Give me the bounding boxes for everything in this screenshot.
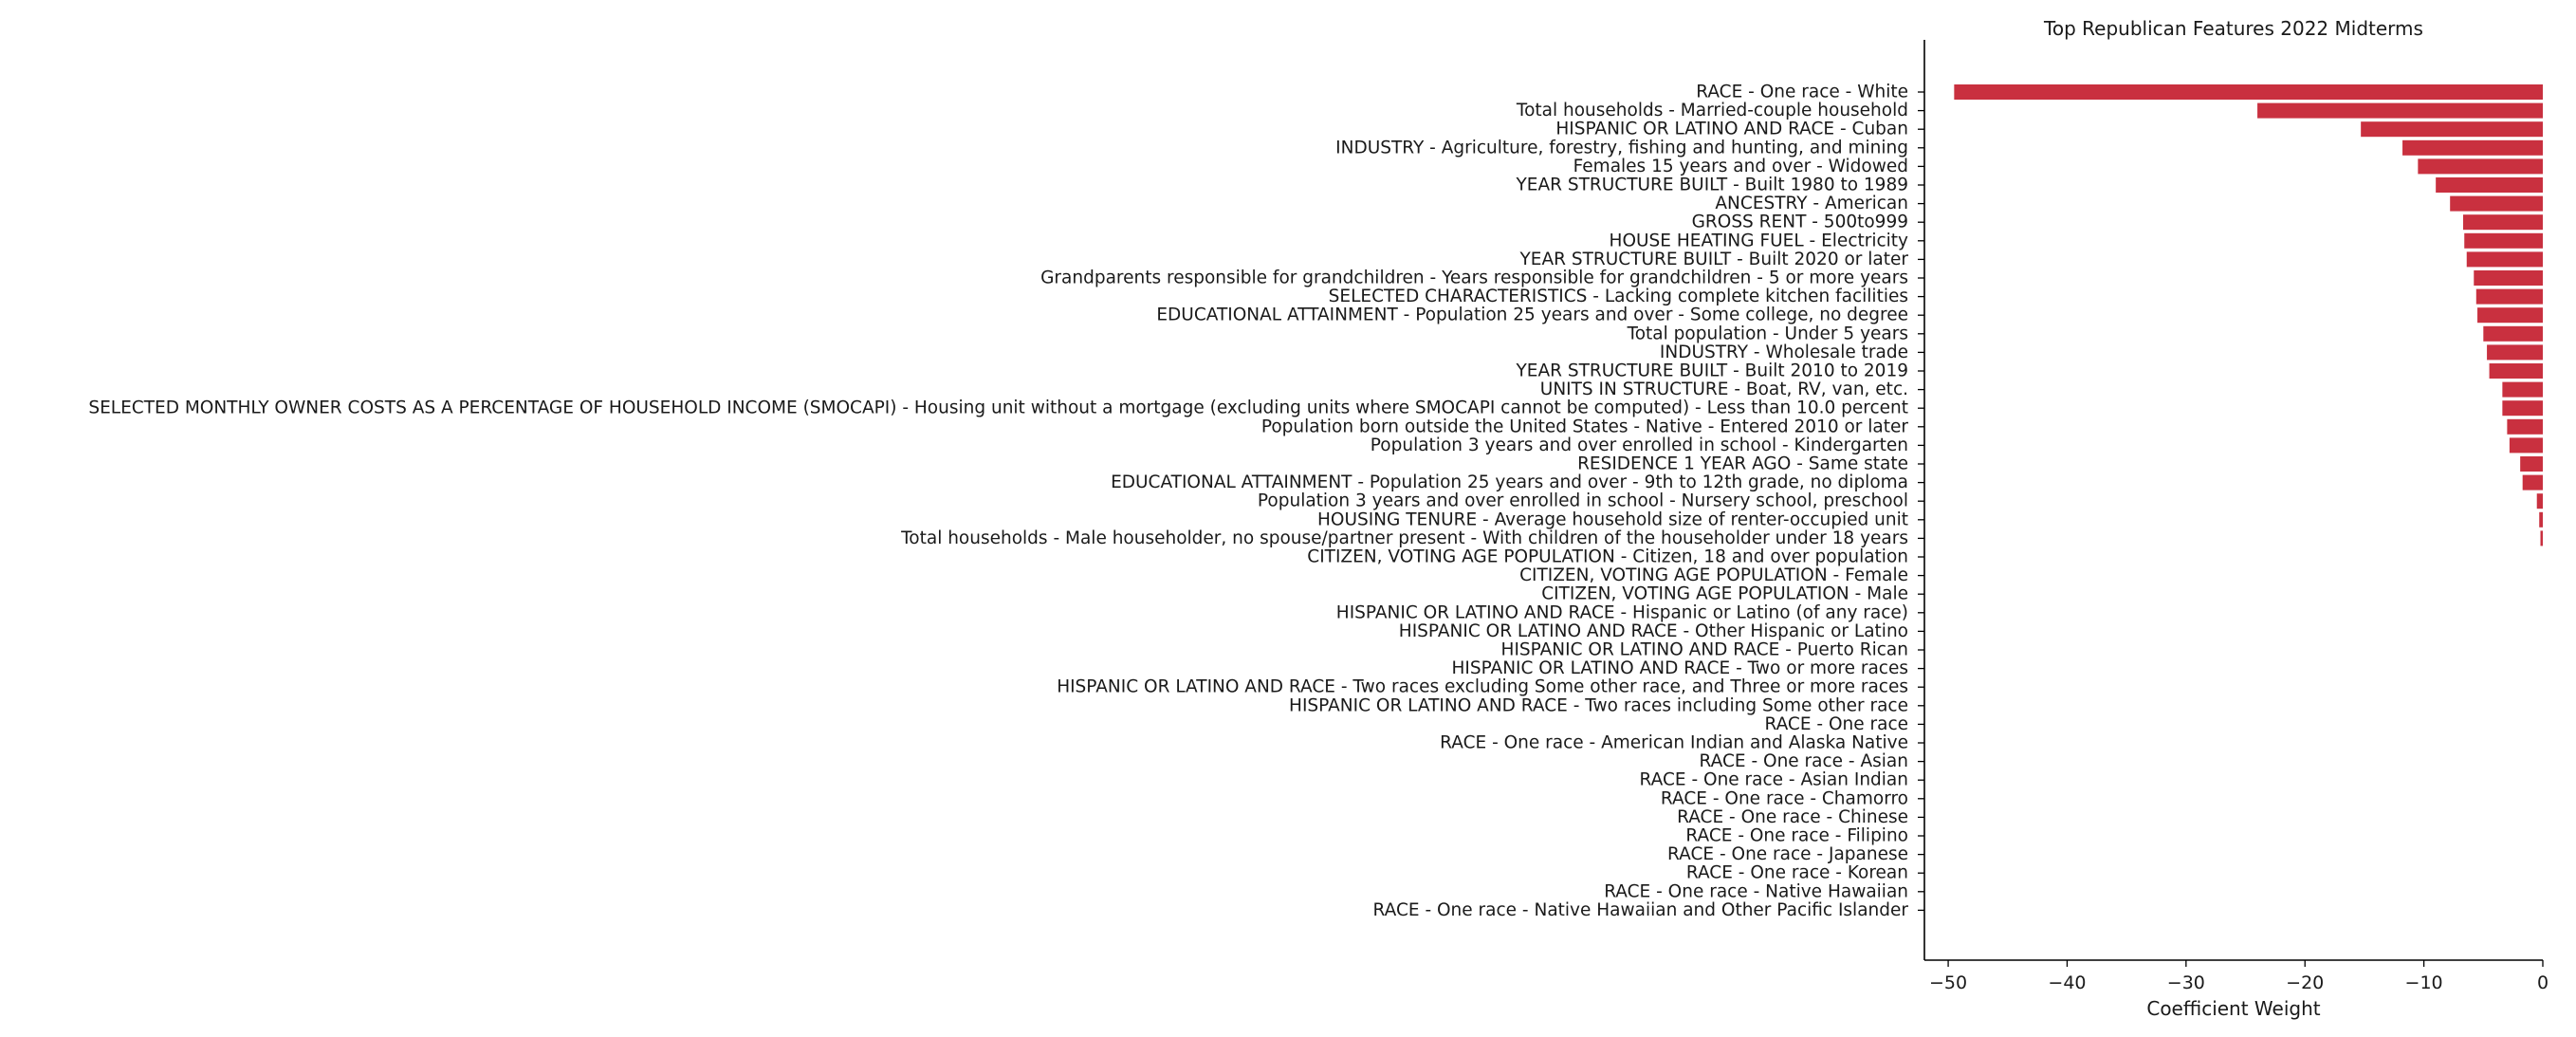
bar-6 xyxy=(2450,196,2543,212)
category-label: Population 3 years and over enrolled in school - Kindergarten xyxy=(1370,435,1908,455)
bar-20 xyxy=(2520,456,2543,472)
bar-12 xyxy=(2477,307,2543,323)
category-label: RACE - One race - Chinese xyxy=(1677,806,1908,827)
category-label: CITIZEN, VOTING AGE POPULATION - Citizen, 18 and over population xyxy=(1307,546,1908,567)
category-label: HISPANIC OR LATINO AND RACE - Two or more races xyxy=(1451,658,1908,679)
category-label: Total households - Married-couple household xyxy=(1516,101,1908,121)
bar-13 xyxy=(2483,326,2543,342)
category-label: RACE - One race xyxy=(1764,713,1908,734)
bar-2 xyxy=(2361,121,2543,137)
bar-19 xyxy=(2510,437,2543,453)
bar-5 xyxy=(2436,177,2543,193)
category-label: HOUSE HEATING FUEL - Electricity xyxy=(1609,231,1908,251)
x-tick-label: −30 xyxy=(2166,972,2205,993)
category-label: GROSS RENT - 500to999 xyxy=(1691,212,1908,232)
category-label: Total population - Under 5 years xyxy=(1627,324,1908,344)
bar-17 xyxy=(2502,400,2543,416)
bar-9 xyxy=(2467,251,2543,267)
category-label: RACE - One race - Korean xyxy=(1685,862,1908,883)
bar-18 xyxy=(2507,419,2543,435)
category-label: UNITS IN STRUCTURE - Boat, RV, van, etc. xyxy=(1539,380,1908,400)
category-label: Total households - Male householder, no spouse/partner present - With children of the householder under 18 years xyxy=(901,528,1908,548)
category-labels-group xyxy=(88,83,1924,920)
bar-14 xyxy=(2487,344,2543,360)
x-tick-label: −10 xyxy=(2404,972,2443,993)
x-ticks-group xyxy=(1929,960,2548,993)
x-tick-label: −40 xyxy=(2048,972,2087,993)
category-label: Grandparents responsible for grandchildren - Years responsible for grandchildren - 5 or more years xyxy=(1040,268,1908,288)
category-label: HISPANIC OR LATINO AND RACE - Cuban xyxy=(1555,119,1908,139)
bar-7 xyxy=(2463,214,2543,230)
category-label: RACE - One race - Filipino xyxy=(1685,825,1908,846)
bar-1 xyxy=(2257,103,2543,119)
category-label: RACE - One race - Chamorro xyxy=(1660,788,1908,809)
bar-8 xyxy=(2464,233,2543,249)
category-label: HISPANIC OR LATINO AND RACE - Two races excluding Some other race, and Three or more races xyxy=(1057,676,1908,697)
bar-22 xyxy=(2537,493,2543,509)
bar-15 xyxy=(2490,363,2543,379)
category-label: EDUCATIONAL ATTAINMENT - Population 25 years and over - Some college, no degree xyxy=(1156,305,1908,325)
category-label: HISPANIC OR LATINO AND RACE - Puerto Rican xyxy=(1500,639,1908,660)
bars-group xyxy=(1954,84,2543,546)
bar-11 xyxy=(2476,289,2543,305)
category-label: CITIZEN, VOTING AGE POPULATION - Female xyxy=(1519,565,1908,586)
category-label: EDUCATIONAL ATTAINMENT - Population 25 years and over - 9th to 12th grade, no diploma xyxy=(1111,472,1908,493)
category-label: ANCESTRY - American xyxy=(1715,194,1908,214)
category-label: SELECTED MONTHLY OWNER COSTS AS A PERCENTAGE OF HOUSEHOLD INCOME (SMOCAPI) - Housing unit without a mortgage (excluding units where SMOCAPI cannot be computed) - Less than 10.0 percent xyxy=(88,398,1908,418)
bar-3 xyxy=(2402,140,2543,156)
chart-title: Top Republican Features 2022 Midterms xyxy=(2044,17,2423,40)
category-label: INDUSTRY - Wholesale trade xyxy=(1659,342,1908,362)
x-tick-label: −50 xyxy=(1929,972,1968,993)
category-label: Population born outside the United States - Native - Entered 2010 or later xyxy=(1260,417,1908,437)
x-axis-label: Coefficient Weight xyxy=(2146,997,2321,1020)
bar-23 xyxy=(2539,512,2543,528)
category-label: HISPANIC OR LATINO AND RACE - Other Hispanic or Latino xyxy=(1398,620,1908,641)
category-label: RACE - One race - Asian xyxy=(1699,751,1908,772)
bar-10 xyxy=(2474,270,2543,286)
category-label: RESIDENCE 1 YEAR AGO - Same state xyxy=(1577,454,1908,474)
category-label: RACE - One race - Native Hawaiian xyxy=(1604,881,1908,902)
category-label: YEAR STRUCTURE BUILT - Built 1980 to 1989 xyxy=(1516,175,1908,195)
category-label: RACE - One race - Asian Indian xyxy=(1639,769,1908,790)
category-label: HISPANIC OR LATINO AND RACE - Two races including Some other race xyxy=(1289,695,1908,716)
bar-24 xyxy=(2540,530,2543,546)
category-label: Population 3 years and over enrolled in school - Nursery school, preschool xyxy=(1257,491,1908,511)
category-label: RACE - One race - American Indian and Alaska Native xyxy=(1440,732,1908,753)
category-label: INDUSTRY - Agriculture, forestry, fishing and hunting, and mining xyxy=(1335,138,1908,158)
category-label: Females 15 years and over - Widowed xyxy=(1573,156,1908,176)
bar-16 xyxy=(2502,382,2543,398)
x-tick-label: −20 xyxy=(2286,972,2325,993)
category-label: SELECTED CHARACTERISTICS - Lacking complete kitchen facilities xyxy=(1328,287,1908,307)
category-label: YEAR STRUCTURE BUILT - Built 2020 or later xyxy=(1519,249,1908,269)
bar-21 xyxy=(2523,475,2543,491)
category-label: YEAR STRUCTURE BUILT - Built 2010 to 2019 xyxy=(1516,361,1908,381)
bar-0 xyxy=(1954,84,2543,100)
category-label: HISPANIC OR LATINO AND RACE - Hispanic or Latino (of any race) xyxy=(1335,602,1908,623)
category-label: RACE - One race - White xyxy=(1696,82,1908,102)
category-label: RACE - One race - Japanese xyxy=(1667,844,1908,865)
category-label: CITIZEN, VOTING AGE POPULATION - Male xyxy=(1541,583,1908,604)
category-label: RACE - One race - Native Hawaiian and Other Pacific Islander xyxy=(1372,899,1908,920)
bar-4 xyxy=(2418,158,2543,174)
category-label: HOUSING TENURE - Average household size of renter-occupied unit xyxy=(1316,509,1908,530)
x-tick-label: 0 xyxy=(2536,972,2549,993)
